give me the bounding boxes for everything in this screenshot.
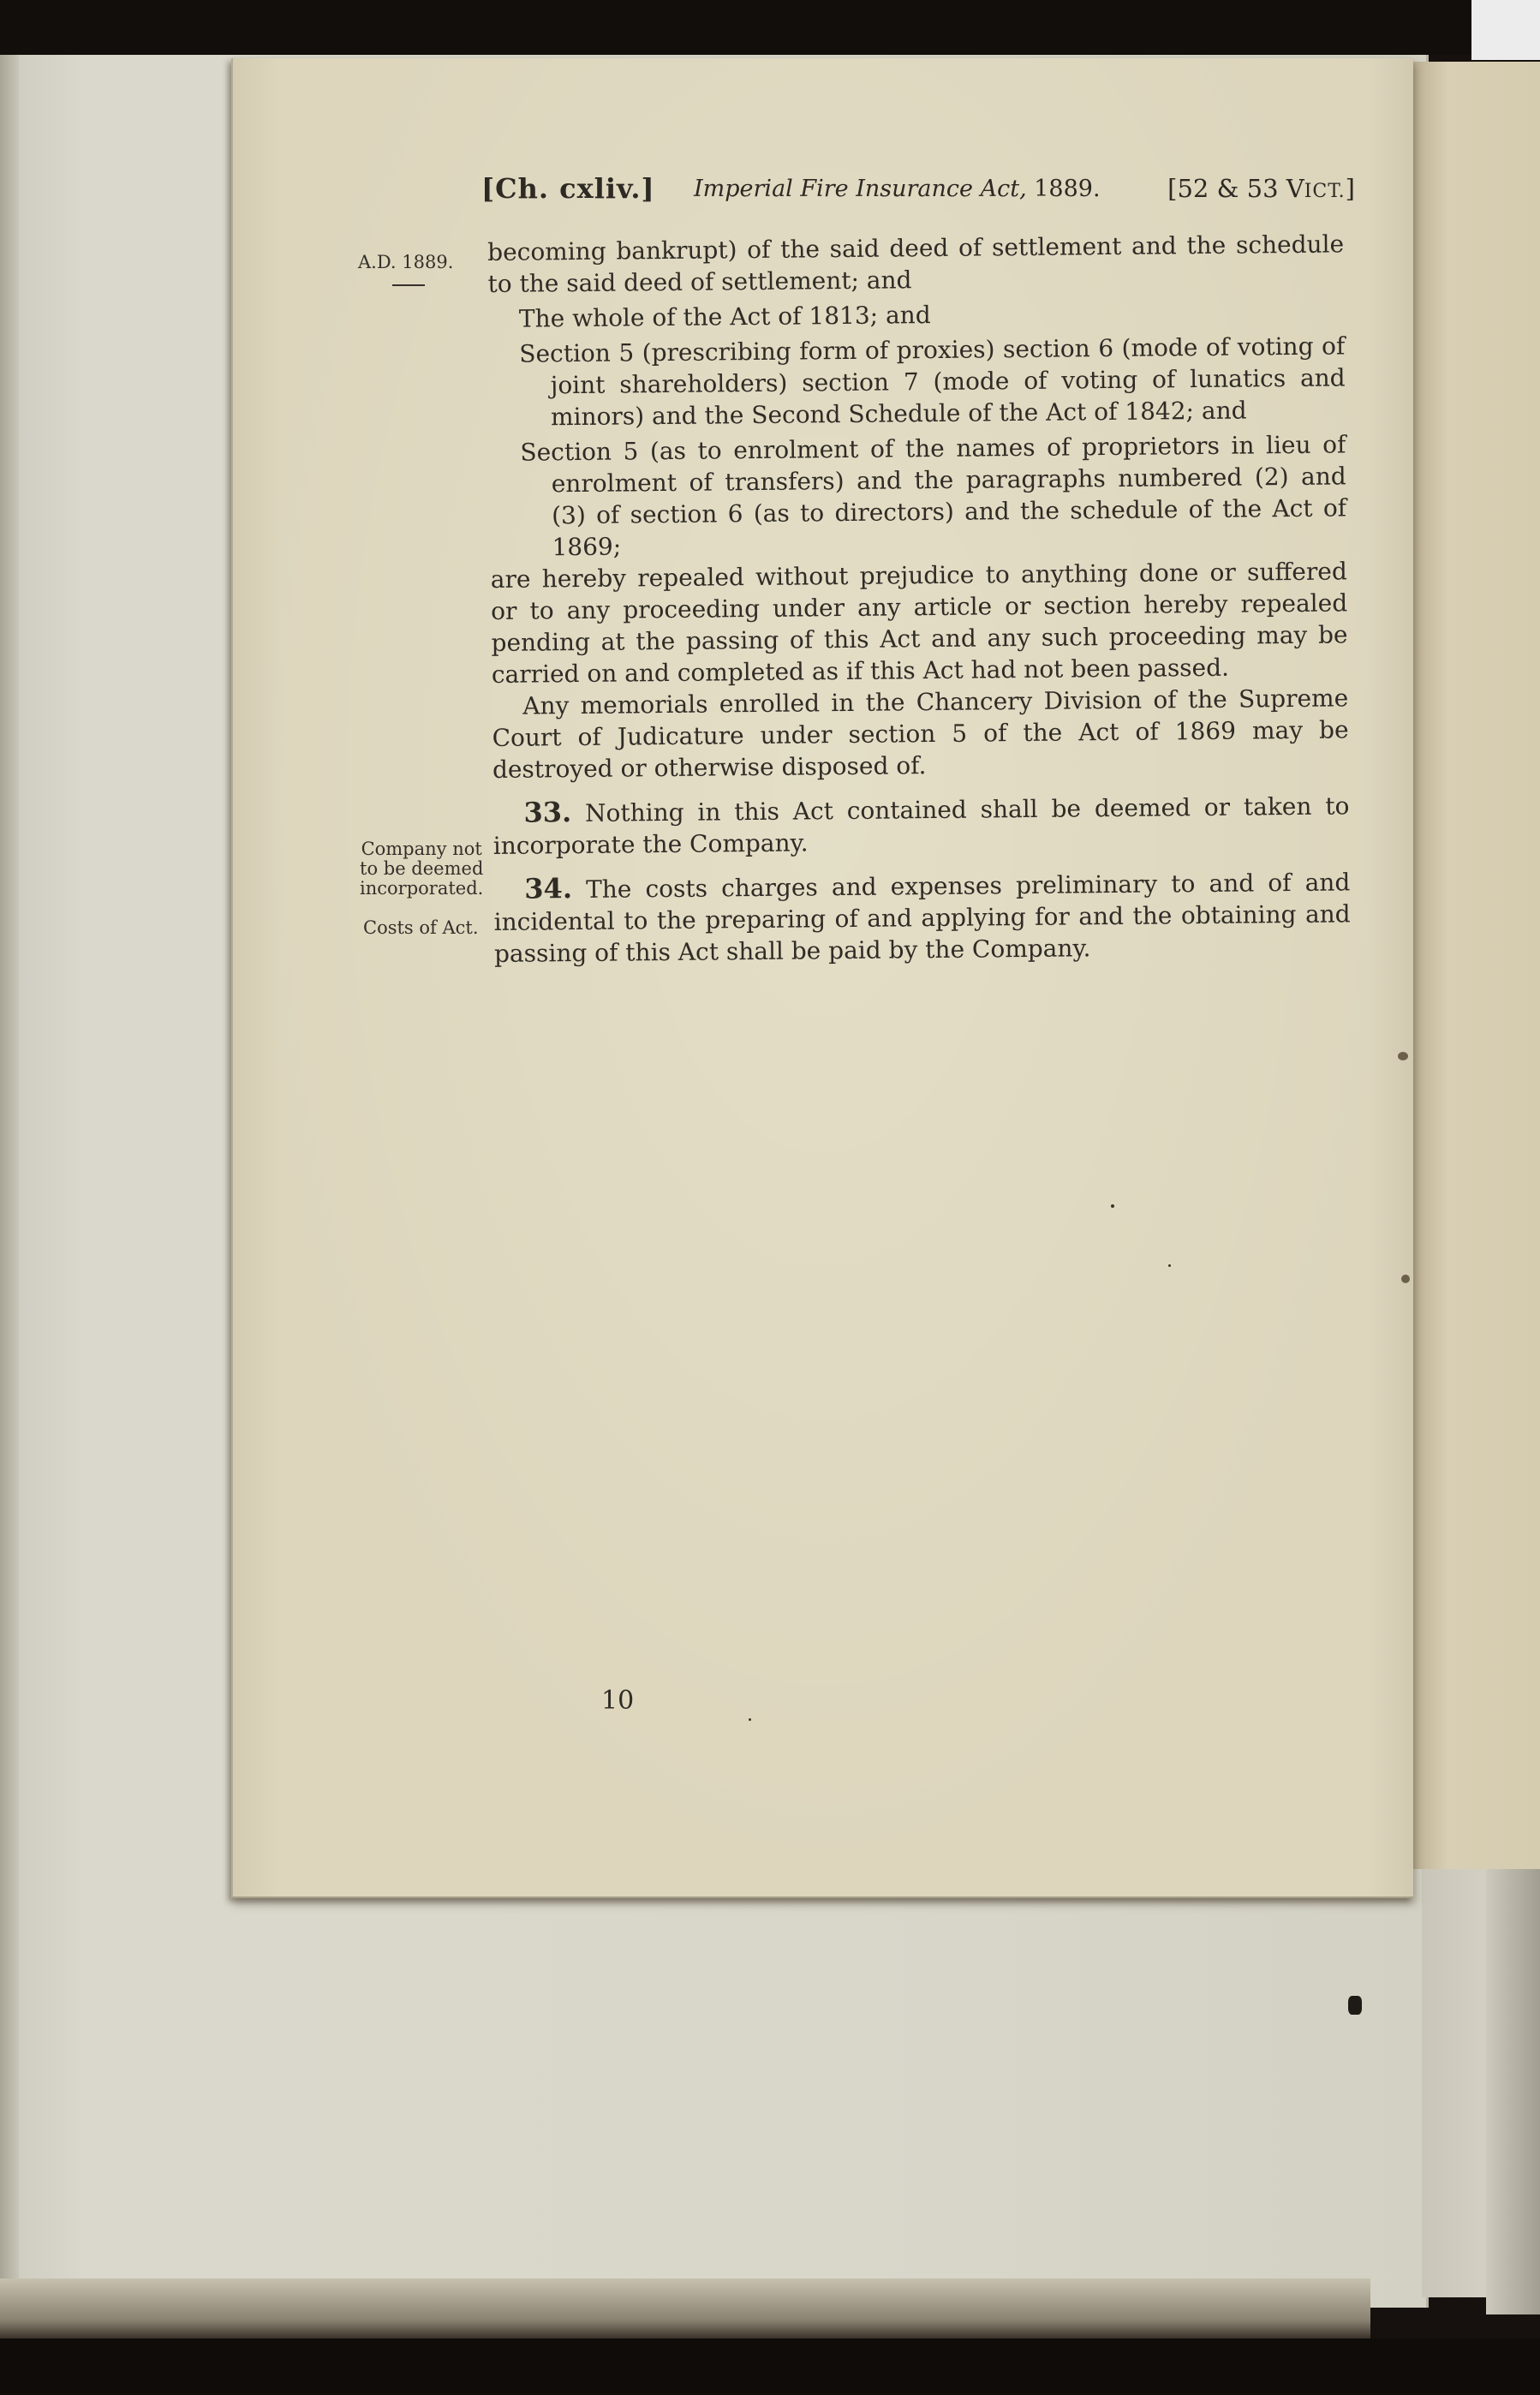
section-33 <box>492 789 1350 862</box>
margin-note-section-33 <box>360 839 483 899</box>
section-33-text: Nothing in this Act contained shall be deemed or taken to incorporate the Company. <box>492 791 1350 860</box>
margin-note-section-34: Costs of Act. <box>363 917 479 938</box>
regnal-year-smallcaps: ICT. <box>1304 181 1346 202</box>
adjacent-sheet-lower-edge <box>1486 1869 1540 2314</box>
section-34 <box>493 865 1351 970</box>
paper-speck <box>1111 1204 1114 1208</box>
body-text <box>487 228 1351 970</box>
act-title-text: Imperial Fire Insurance Act, <box>694 176 1027 202</box>
paper-speck <box>1168 1264 1171 1267</box>
memorials-paragraph: Any memorials enrolled in the Chancery Division of the Supreme Court of Judicature under section 5 of the Act of 1869 may be destroyed or otherwise disposed of. <box>492 684 1349 784</box>
adjacent-page <box>1409 62 1540 1869</box>
chapter-number: [Ch. cxliv.] <box>481 172 655 205</box>
repeal-item-1842: Section 5 (prescribing form of proxies) section 6 (mode of voting of joint shareholders) section 7 (mode of voting of lunatics and minors) and the Second Schedule of the Act of 1842; and <box>519 331 1346 432</box>
page-number: 10 <box>601 1686 635 1716</box>
margin-note-33-line-1: Company not <box>361 839 482 859</box>
backing-sheet-bottom-edge <box>0 2279 1370 2338</box>
repeal-item-1869: Section 5 (as to enrolment of the names of proprietors in lieu of enrolment of transfers) and the paragraphs numbered (2) and (3) of section 6 (as to directors) and the schedule of the Act of 1869; <box>520 430 1347 562</box>
regnal-year <box>1167 174 1355 203</box>
binding-hole <box>1348 1996 1362 2015</box>
margin-rule <box>392 284 425 286</box>
running-header <box>481 172 1355 206</box>
scan-top-border <box>0 0 1540 55</box>
section-33-number: 33. <box>523 796 572 829</box>
paper-tear <box>1401 1275 1410 1283</box>
repeal-item-1813: The whole of the Act of 1813; and <box>518 301 931 333</box>
repeal-paragraph: are hereby repealed without prejudice to anything done or suffered or to any proceeding under any article or section hereby repealed pending at the passing of this Act and any such proceeding may be carried on and completed as if this Act had not been passed. <box>490 557 1348 689</box>
continued-paragraph: becoming bankrupt) of the said deed of settlement and the schedule to the said deed of settlement; and <box>487 230 1345 298</box>
margin-note-33-line-2: to be deemed <box>360 858 484 879</box>
scan-top-corner <box>1471 0 1540 60</box>
act-title <box>694 176 1101 202</box>
section-34-text: The costs charges and expenses preliminary to and of and incidental to the preparing of and applying for and the obtaining and passing of this Act shall be paid by the Company. <box>493 868 1351 968</box>
margin-year: A.D. 1889. <box>358 252 454 272</box>
section-34-number: 34. <box>524 872 573 905</box>
paper-tear <box>1398 1052 1408 1060</box>
scan-bottom-border <box>0 2338 1540 2395</box>
margin-note-33-line-3: incorporated. <box>360 878 484 899</box>
regnal-year-main: [52 & 53 V <box>1167 174 1304 203</box>
regnal-year-close: ] <box>1345 174 1355 203</box>
paper-speck <box>749 1718 751 1721</box>
backing-sheet-edge <box>0 55 19 2308</box>
printed-page <box>231 58 1413 1898</box>
act-year: 1889. <box>1034 176 1101 202</box>
